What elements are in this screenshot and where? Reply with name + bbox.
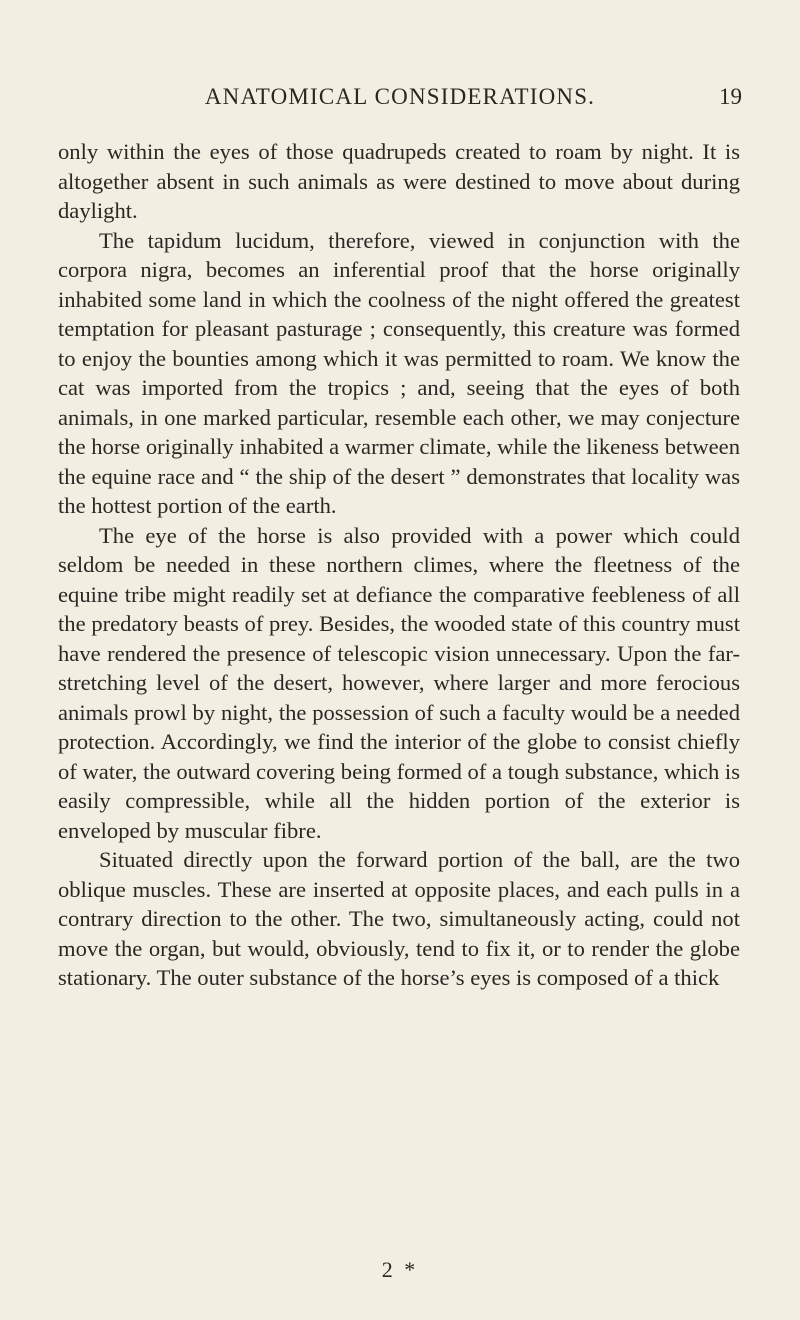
page-header — [58, 84, 742, 114]
body-text — [58, 137, 740, 993]
paragraph: Situated directly upon the forward portion of the ball, are the two oblique muscles. These are inserted at opposite places, and each pulls in a contrary direction to the other. The two, simultaneously acting, could not move the organ, but would, obviously, tend to fix it, or to render the globe stationary. The outer substance of the horse’s eyes is composed of a thick — [58, 847, 740, 990]
page-number: 19 — [719, 84, 742, 109]
paragraph: The tapidum lucidum, therefore, viewed in conjunction with the corpora nigra, becomes an inferential proof that the horse originally inhabited some land in which the coolness of the night offered the greatest temptation for pleasant pasturage ; consequently, this creature was formed to enjoy the bounties among which it was permitted to roam. We know the cat was imported from the tropics ; and, seeing that the eyes of both animals, in one marked particular, resemble each other, we may conjecture the horse originally inhabited a warmer climate, while the likeness between the equine race and “ the ship of the desert ” demonstrates that locality was the hottest portion of the earth. — [58, 227, 740, 518]
paragraph: The eye of the horse is also provided with a power which could seldom be needed in these northern climes, where the fleetness of the equine tribe might readily set at defiance the comparative feebleness of all the predatory beasts of prey. Besides, the wooded state of this country must have rendered the presence of telescopic vision unnecessary. Upon the far-stretching level of the desert, however, where larger and more ferocious animals prowl by night, the possession of such a faculty would be a needed protection. Accordingly, we find the interior of the globe to consist chiefly of water, the outward covering being formed of a tough substance, which is easily compressible, while all the hidden portion of the exterior is enveloped by muscular fibre. — [58, 522, 740, 843]
paragraph: only within the eyes of those quadrupeds created to roam by night. It is altogether absent in such animals as were destined to move about during daylight. — [58, 139, 740, 223]
running-title: ANATOMICAL CONSIDERATIONS. — [204, 84, 596, 109]
signature-mark: 2 * — [381, 1257, 419, 1282]
